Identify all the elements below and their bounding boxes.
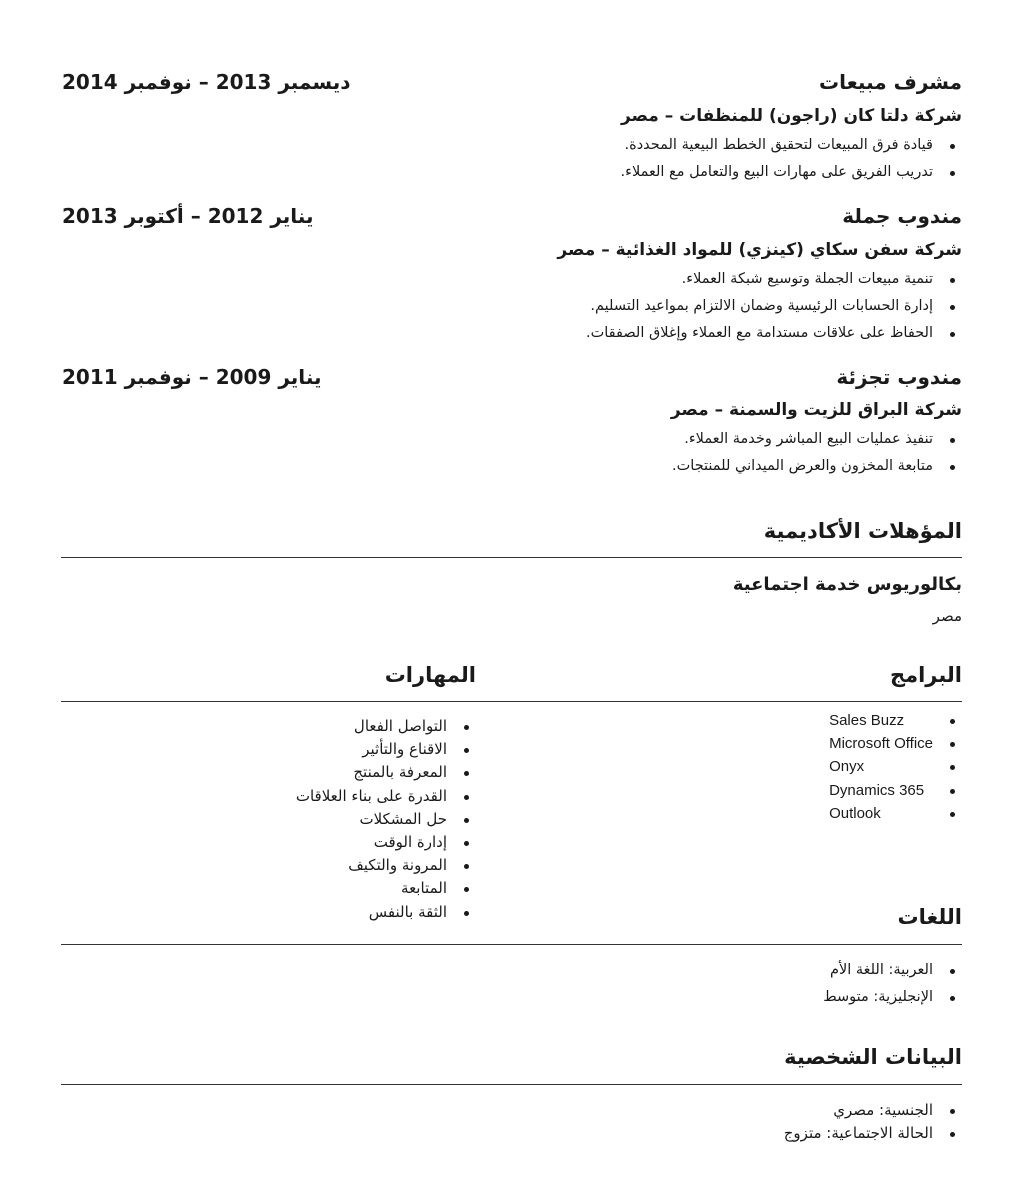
- job-dates: يناير 2009 – نوفمبر 2011: [62, 365, 322, 389]
- list-item: إدارة الوقت: [296, 831, 476, 854]
- list-item: تنمية مبيعات الجملة وتوسيع شبكة العملاء.: [586, 266, 962, 293]
- list-item: الحفاظ على علاقات مستدامة مع العملاء وإغلاق الصفقات.: [586, 320, 962, 347]
- list-item: تنفيذ عمليات البيع المباشر وخدمة العملاء.: [672, 426, 962, 453]
- personal-list: [784, 1099, 962, 1145]
- degree-title: بكالوريوس خدمة اجتماعية: [732, 574, 962, 595]
- list-item: الإنجليزية: متوسط: [823, 984, 962, 1011]
- skills-list: [296, 715, 476, 924]
- company-name: شركة دلتا كان (راجون) للمنظفات – مصر: [620, 106, 962, 126]
- list-item: المرونة والتكيف: [296, 854, 476, 877]
- section-divider: [61, 701, 962, 702]
- programs-list: [829, 709, 962, 825]
- languages-list: [823, 957, 962, 1011]
- list-item: العربية: اللغة الأم: [823, 957, 962, 984]
- list-item: الجنسية: مصري: [784, 1099, 962, 1122]
- list-item: إدارة الحسابات الرئيسية وضمان الالتزام بمواعيد التسليم.: [586, 293, 962, 320]
- section-divider: [61, 1084, 962, 1085]
- degree-location: مصر: [932, 607, 962, 625]
- list-item: Dynamics 365: [829, 779, 962, 802]
- job-bullets: [672, 426, 962, 480]
- skills-heading: المهارات: [384, 663, 476, 687]
- personal-heading: البيانات الشخصية: [784, 1045, 962, 1069]
- list-item: التواصل الفعال: [296, 715, 476, 738]
- list-item: حل المشكلات: [296, 808, 476, 831]
- job-bullets: [621, 132, 962, 186]
- job-dates: ديسمبر 2013 – نوفمبر 2014: [62, 70, 351, 94]
- list-item: القدرة على بناء العلاقات: [296, 785, 476, 808]
- job-title: مندوب تجزئة: [836, 365, 962, 389]
- job-title: مندوب جملة: [842, 204, 962, 228]
- list-item: Outlook: [829, 802, 962, 825]
- company-name: شركة البراق للزيت والسمنة – مصر: [670, 400, 962, 420]
- list-item: المعرفة بالمنتج: [296, 761, 476, 784]
- job-title: مشرف مبيعات: [819, 70, 962, 94]
- section-divider: [61, 557, 962, 558]
- languages-heading: اللغات: [897, 905, 962, 929]
- list-item: Sales Buzz: [829, 709, 962, 732]
- list-item: قيادة فرق المبيعات لتحقيق الخطط البيعية المحددة.: [621, 132, 962, 159]
- list-item: الحالة الاجتماعية: متزوج: [784, 1122, 962, 1145]
- list-item: Onyx: [829, 755, 962, 778]
- list-item: Microsoft Office: [829, 732, 962, 755]
- job-dates: يناير 2012 – أكتوبر 2013: [62, 204, 314, 228]
- company-name: شركة سفن سكاي (كينزي) للمواد الغذائية – مصر: [557, 240, 962, 260]
- education-heading: المؤهلات الأكاديمية: [763, 519, 962, 543]
- list-item: المتابعة: [296, 877, 476, 900]
- list-item: الاقناع والتأثير: [296, 738, 476, 761]
- section-divider: [61, 944, 962, 945]
- list-item: الثقة بالنفس: [296, 901, 476, 924]
- list-item: متابعة المخزون والعرض الميداني للمنتجات.: [672, 453, 962, 480]
- programs-heading: البرامج: [889, 663, 962, 687]
- list-item: تدريب الفريق على مهارات البيع والتعامل مع العملاء.: [621, 159, 962, 186]
- job-bullets: [586, 266, 962, 347]
